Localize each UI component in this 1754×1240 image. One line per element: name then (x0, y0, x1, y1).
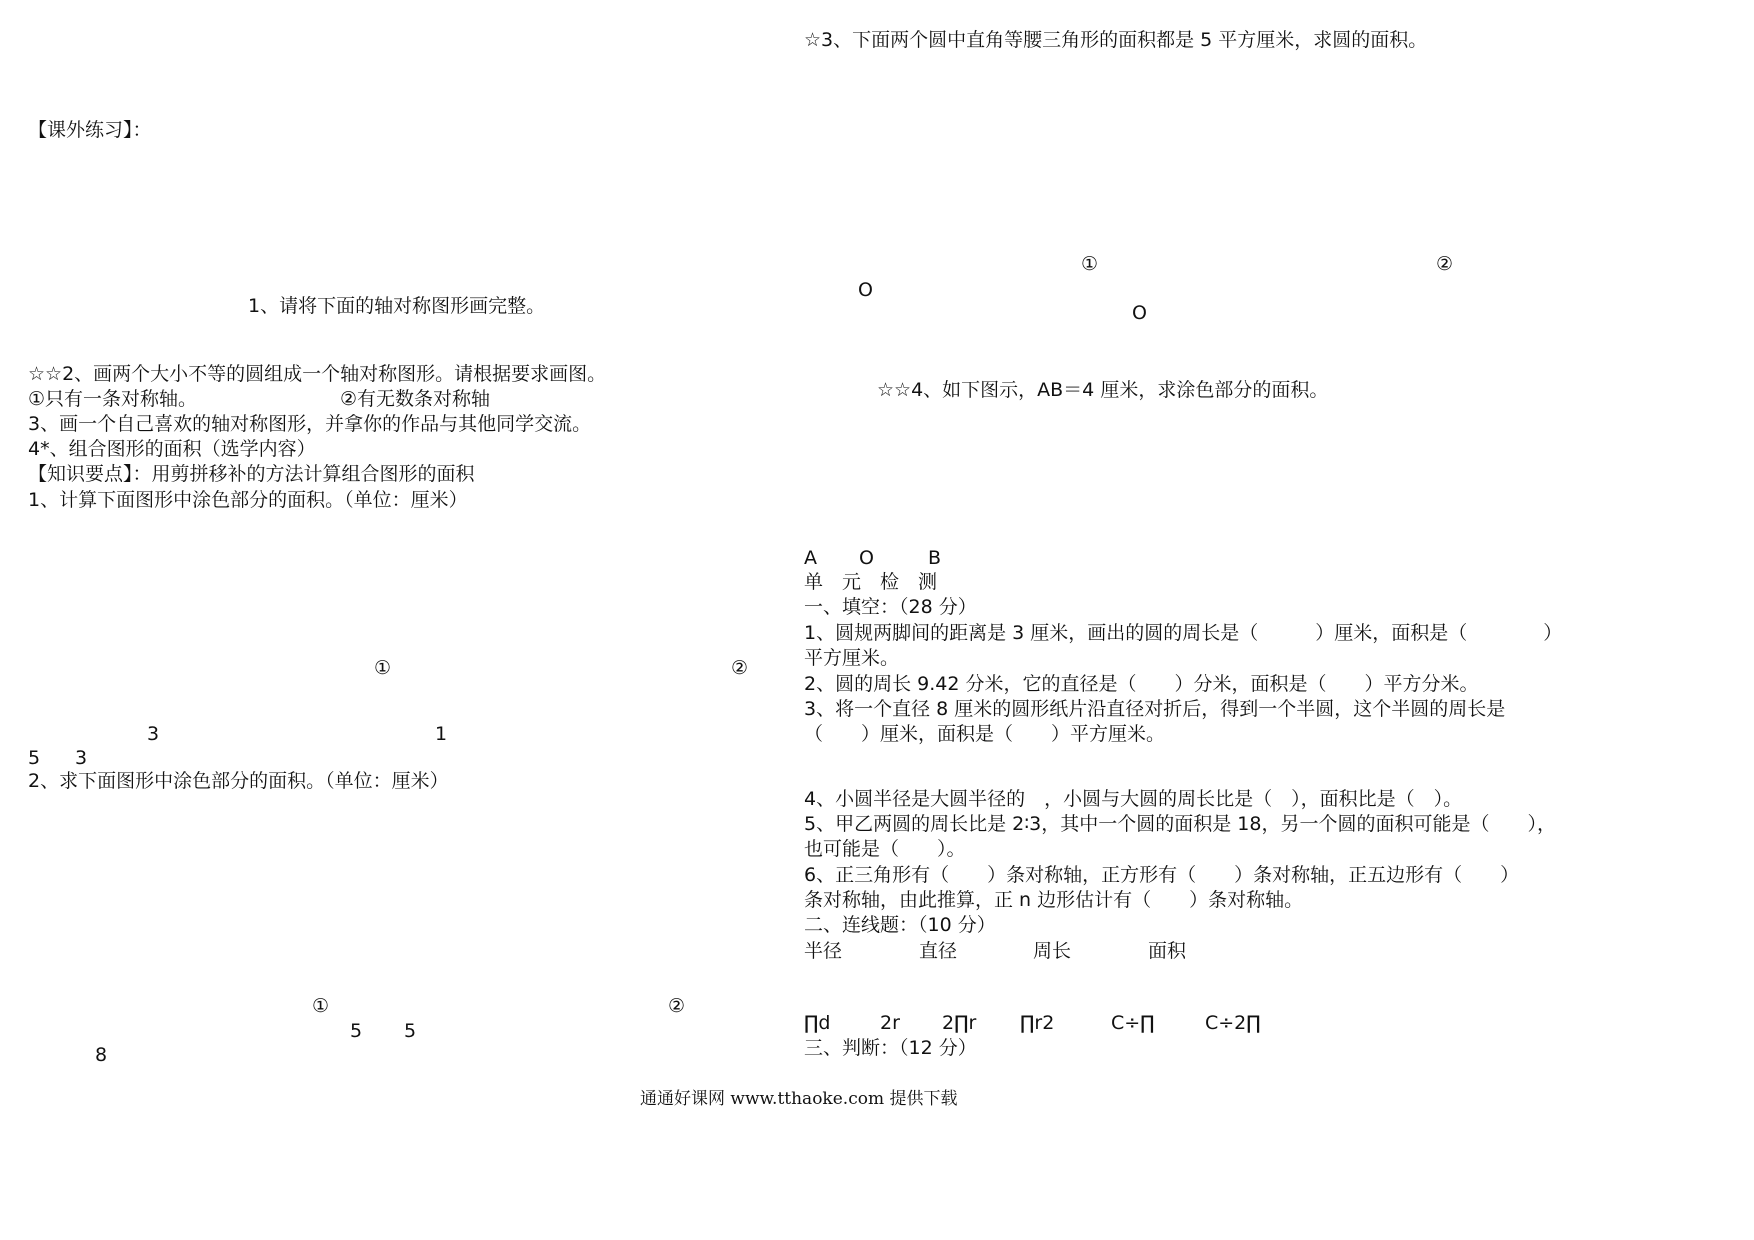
left-question-3: 3、画一个自己喜欢的轴对称图形，并拿你的作品与其他同学交流。 (28, 413, 592, 435)
fill-4: 4、小圆半径是大圆半径的 ，小圆与大圆的周长比是（ ），面积比是（ ）。 (804, 788, 1463, 810)
match-bottom-2: 2r (880, 1012, 900, 1034)
left-question-2-option-2: ②有无数条对称轴 (340, 388, 491, 410)
fill-3-line-2: （ ）厘米，面积是（ ）平方厘米。 (804, 723, 1166, 745)
figure2-number-5b: 5 (404, 1020, 417, 1042)
fill-2: 2、圆的周长 9.42 分米，它的直径是（ ）分米，面积是（ ）平方分米。 (804, 673, 1479, 695)
match-bottom-5: C÷∏ (1111, 1012, 1155, 1034)
circle-center-o-1: O (858, 279, 873, 301)
fill-6-line-2: 条对称轴，由此推算，正 n 边形估计有（ ）条对称轴。 (804, 889, 1304, 911)
figure1-label-2: ② (731, 657, 749, 679)
figure1-number-1: 1 (435, 723, 448, 745)
figure1-number-3b: 3 (75, 747, 88, 769)
left-question-4: 4*、组合图形的面积（选学内容） (28, 438, 316, 460)
label-b: B (928, 547, 942, 569)
figure2-label-2: ② (668, 995, 686, 1017)
left-question-2: ☆☆2、画两个大小不等的圆组成一个轴对称图形。请根据要求画图。 (28, 363, 607, 385)
unit-test-heading: 单 元 检 测 (804, 571, 938, 593)
match-top-area: 面积 (1148, 940, 1187, 962)
right-question-3: ☆3、下面两个圆中直角等腰三角形的面积都是 5 平方厘米，求圆的面积。 (804, 29, 1428, 51)
match-top-radius: 半径 (804, 940, 843, 962)
key-points: 【知识要点】：用剪拼移补的方法计算组合图形的面积 (28, 463, 475, 485)
match-bottom-4: ∏r2 (1020, 1012, 1055, 1034)
circle-label-2: ② (1436, 253, 1454, 275)
section-matching: 二、连线题：（10 分） (804, 914, 996, 936)
fill-6-line-1: 6、正三角形有（ ）条对称轴，正方形有（ ）条对称轴，正五边形有（ ） (804, 864, 1520, 886)
circle-label-1: ① (1081, 253, 1099, 275)
figure1-number-3a: 3 (147, 723, 160, 745)
match-top-circumference: 周长 (1033, 940, 1072, 962)
circle-center-o-2: O (1132, 302, 1147, 324)
figure1-label-1: ① (374, 657, 392, 679)
left-question-1: 1、请将下面的轴对称图形画完整。 (248, 295, 546, 317)
extra-practice-heading: 【课外练习】： (28, 119, 152, 141)
figure2-number-8: 8 (95, 1044, 108, 1066)
fill-1-line-2: 平方厘米。 (804, 647, 900, 669)
match-bottom-3: 2∏r (942, 1012, 977, 1034)
match-bottom-6: C÷2∏ (1205, 1012, 1261, 1034)
section-judgement: 三、判断：（12 分） (804, 1037, 977, 1059)
label-a: A (804, 547, 817, 569)
fill-1-line-1: 1、圆规两脚间的距离是 3 厘米，画出的圆的周长是（ ）厘米，面积是（ ） (804, 622, 1563, 644)
right-question-4: ☆☆4、如下图示，AB＝4 厘米，求涂色部分的面积。 (877, 379, 1329, 401)
figure2-label-1: ① (312, 995, 330, 1017)
calc-question-2: 2、求下面图形中涂色部分的面积。（单位：厘米） (28, 770, 449, 792)
calc-question-1: 1、计算下面图形中涂色部分的面积。（单位：厘米） (28, 489, 468, 511)
section-fill-blank: 一、填空：（28 分） (804, 596, 977, 618)
match-bottom-1: ∏d (804, 1012, 831, 1034)
footer-source: 通通好课网 www.tthaoke.com 提供下载 (640, 1089, 958, 1109)
label-o: O (859, 547, 874, 569)
fill-3-line-1: 3、将一个直径 8 厘米的圆形纸片沿直径对折后，得到一个半圆，这个半圆的周长是 (804, 698, 1506, 720)
fill-5-line-2: 也可能是（ ）。 (804, 838, 966, 860)
left-question-2-option-1: ①只有一条对称轴。 (28, 388, 198, 410)
fill-5-line-1: 5、甲乙两圆的周长比是 2∶3，其中一个圆的面积是 18，另一个圆的面积可能是（ ）， (804, 813, 1556, 835)
figure2-number-5a: 5 (350, 1020, 363, 1042)
match-top-diameter: 直径 (919, 940, 958, 962)
figure1-number-5: 5 (28, 747, 41, 769)
